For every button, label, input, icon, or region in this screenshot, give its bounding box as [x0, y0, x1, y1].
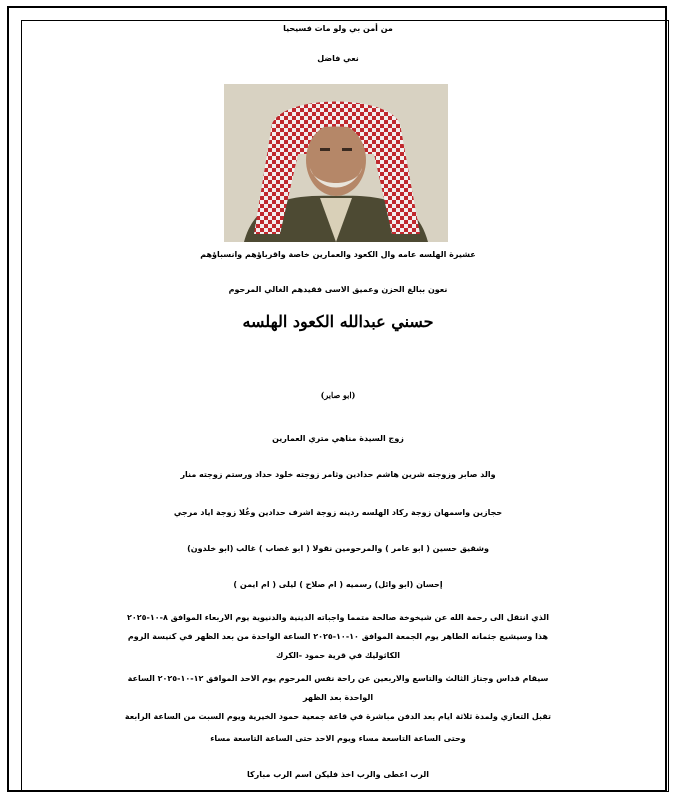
opening-verse: من أمن بي ولو مات فسيحيا	[283, 24, 393, 33]
deceased-photo	[224, 84, 448, 242]
deceased-nickname: (ابو صابر)	[320, 390, 356, 400]
tribe-line: عشيرة الهلسه عامه وال الكعود والعمارين خاصة واقرباؤهم وانسباؤهم	[200, 250, 476, 259]
family-line: وشقيق حسين ( ابو عامر ) والمرحومين نقولا ( ابو غصاب ) غالب (ابو خلدون)	[187, 544, 489, 553]
mourn-line: نعون ببالغ الحزن وعميق الاسى فقيدهم الغالي المرحوم	[228, 285, 448, 294]
detail-line: الذي انتقل الى رحمة الله عن شيخوخة صالحة متمما واجباته الدينية والدنيوية يوم الاربعاء الموافق ٨-١٠-٢٠٢٥	[127, 613, 549, 622]
detail-line: تقبل التعازي ولمدة ثلاثة ايام بعد الدفن مباشرة في قاعة جمعية حمود الخيرية ويوم السبت من الساعة الرابعة	[124, 712, 552, 721]
family-line: حجازين واسمهان زوجة ركاد الهلسه ردينه زوجة اشرف حدادين وعُلا زوجة اياد مرجي	[173, 508, 503, 517]
closing-verse: الرب اعطى والرب اخذ فليكن اسم الرب مباركا	[247, 770, 429, 779]
family-line: والد صابر وزوجته شرين هاشم حدادين وثامر زوجته خلود حداد ورستم زوجته منار	[180, 470, 496, 479]
portrait-illustration	[224, 84, 448, 242]
detail-line: هذا وسيشيع جثمانه الطاهر يوم الجمعة الموافق ١٠-١٠-٢٠٢٥ الساعة الواحدة من بعد الظهر في كنيسة الروم	[127, 632, 549, 641]
detail-line: الكاثوليك في قرية حمود -الكرك	[276, 651, 400, 660]
detail-line: سيقام قداس وجناز الثالث والتاسع والاربعين عن راحة نفس المرحوم يوم الاحد الموافق ١٢-١٠-٢٠٢٥ الساعة	[127, 674, 549, 683]
notice-heading: نعي فاضل	[317, 54, 359, 63]
spouse-line: زوج السيدة مناهي متري العمارين	[272, 434, 404, 443]
family-line: إحسان (ابو وائل) رسميه ( ام صلاح ) ليلى ( ام ايمن )	[233, 580, 443, 589]
deceased-name: حسني عبدالله الكعود الهلسه	[242, 312, 434, 331]
detail-line: وحتى الساعة التاسعة مساء ويوم الاحد حتى الساعة التاسعة مساء	[210, 734, 466, 743]
detail-line: الواحدة بعد الظهر	[302, 693, 374, 702]
